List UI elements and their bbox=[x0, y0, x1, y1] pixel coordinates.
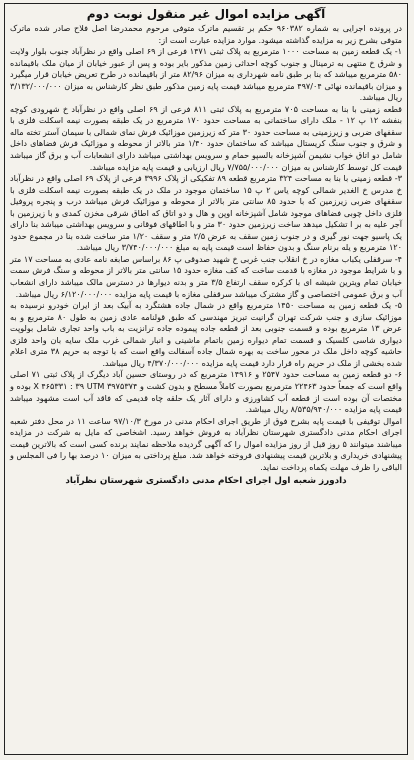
notice-item-3: ۳- قطعه زمینی با بنا به مساحت ۳۲۴ مترمربع قطعه ۸۹ تفکیکی از پلاک ۳۹۹۶ فرعی از پلاک ۶۹ اصلی واقع در نظرآباد خ مدرس خ الغدیر شمالی کوچه یاس ۲ پ ۱۵ ساختمان موجود در ملک در یک طبقه بصورت نیمه اسکلت فلزی با سقفهای ضربی زیرزمین که با حدود ۸۵ سانتی متر بالاتر از محوطه و موزائیک فرش میباشد درب و پنجره پروفیل فلزی داخل چوبی فضاهای موجود شامل آشپزخانه اوپن و هال و دو اتاق که اطاق شرقی مخزن کمدی و با زیرزمین با آجر علیه به بر ا تشکیل میدهد ساخت زیرزمین حدود ۳۰ متر و با اطاقهای فوقانی و سرویس بهداشتی میباشد بنا دارای یک پاسیو جهت نور گیری و در جنوب زمین سقف به عرض ۲/۵ متر و سقف ۱/۲۰ متر ساخت شده بنا در مجموع حدود ۱۲۰ مترمربع و یله برنام سنگ و بدون حفاظ است قیمت پایه به مبلغ ۳/۷۴۰/۰۰۰/۰۰۰ ریال میباشد. bbox=[10, 173, 403, 253]
notice-intro: در پرونده اجرایی به شماره ۹۶۰۳۸۲ حکم بر تقسیم ماترک متوفی مرحوم محمدرضا اصل فلاح صادر شده ماترک متوفی بشرح زیر به مزایده گذاشته میشود. موارد مزایده عبارت است از: bbox=[10, 23, 402, 45]
notice-signature: دادورز شعبه اول اجرای احکام مدنی دادگستری شهرستان نظرآباد bbox=[65, 476, 347, 487]
notice-item-2: قطعه زمینی با بنا به مساحت ۷۰۵ مترمربع به پلاک ثبتی ۸۱۱ فرعی از ۶۹ اصلی واقع در نظرآباد خ شهرودی کوچه بنفشه ۱۲ پ ۱۲ - ملک دارای ساختمانی به مساحت حدود ۱۷۰ مترمربع در یک طبقه بصورت نیمه اسکلت فلزی با سقفهای ضربی و زیرزمینی به مساحت حدود ۳۰ متر که زیرزمین موزائیک فرش نمای شمالی با سیمان آستر تخته ماله و شرق و جنوب سنگ کریستال میباشد که ساختمان حدود ۱/۴۰ متر بالاتر از محوطه و موزائیک فرش فضاهای داخل شامل دو اتاق خواب نشیمن آشپزخانه بالسپو حمام و سرویس بهداشتی میباشد دارای انشعابات آب و برق گاز میباشد قیمت کل توسط کارشناس به میزان ۷/۷۵۵/۰۰۰/۰۰۰ ریال ارزیابی و قیمت پایه مزایده میباشد. bbox=[10, 103, 403, 172]
notice-item-6: ۶- دو قطعه زمین به مساحت حدود ۲۵۴۷ و ۱۴۹۱۶ مترمربع که در روستای حسین آباد دیگرک از پلاک ثبتی ۷۱ اصلی واقع است که جمعاً حدود ۲۲۴۶۳ مترمربع بصورت کاملاً مسطح و بدون کشت و ۳۹۷۵۳۷۴ X ۴۶۵۳۳۱ : ۳۹ UTM بوده و مختصات آن بوده است از قطعه آب کشاورزی و دارای آثار یک حلقه چاه قدیمی که فاقد آب است مشهود میباشد قیمت پایه مزایده ۸/۵۳۵/۹۴۰/۰۰۰ ریال میباشد. bbox=[10, 369, 403, 415]
notice-item-1: ۱- یک قطعه زمین به مساحت ۱۰۰۰ مترمربع به پلاک ثبتی ۱۴۷۱ فرعی از ۶۹ اصلی واقع در نظرآباد جنوب بلوار ولایت و شرق خ منتهی به ترمینال و جنوب کوچه احداثی زمین مذکور بایر بوده و پس از عبور خیابان از میان ملک باقیمانده ۵۸۰ مترمربع میباشد که بنا بر طبق نامه شهرداری به میزان ۸۲/۹۶ متر از باقیمانده در طرح تعریض خیابان قرار میگیرد و میزان باقیمانده نهائی ۴۹۷/۰۴ مترمربع میباشد قیمت پایه زمین مذکور طبق نظر کارشناس به میزان ۳/۱۳۲/۰۰۰/۰۰۰ ریال میباشد. bbox=[10, 46, 402, 103]
notice-conditions: اموال توقیفی با قیمت پایه بشرح فوق از طریق اجرای احکام مدنی در مورخ ۹۷/۱۰/۳ ساعت ۱۱ در محل دفتر شعبه اجرای احکام مدنی دادگستری شهرستان نظرآباد به فروش خواهد رسید. اشخاصی که مایل به شرکت در مزایده میباشند میتوانند ۵ روز قبل از روز مزایده اموال را که آگهی گردیده ملاحظه نمایند برنده کسی است که بالاترین قیمت پیشنهادی خریداری و بلاترین قیمت پیشنهادی فروخته خواهد شد. مبلغ پرداختی به میزان ۱۰ درصد بها را فی المجلس و الباقی را ظرف مهلت یکماه پرداخت نماید. bbox=[10, 415, 403, 472]
notice-title: آگهی مزایده اموال غیر منقول نوبت دوم bbox=[86, 7, 326, 21]
notice-item-5: ۵- یک قطعه زمین به مساحت ۱۴۵۰ مترمربع واقع در شمال جاده هشتگرد به آبیک بعد از ایران خودرو نرسیده به موزائیک سازی و جنب شرکت تهران گرانیت تبریز مهندسی که طبق قولنامه عادی زمین به طول ۸۰ مترمربع و به عرض ۱۳ مترمربع بوده و قسمت جنوبی بعد از قطعه جاده پیموده جاده ترانزیت به باب واحد تجاری شامل بولوپت دیواری شاسی کلسیک و قسمت تمام دیواره زمین باتمام ماشینی و انبار شمالی غرب ملک سایه بان واحد فلزی حاشیه کوچه داخل ملک در محور ساخت به بهره شمال جاده آسفالت واقع است که با توجه به حریم ۳۸ متری اعلام شده بخشی از ملک در حریم راه قرار دارد قیمت پایه مزایده ۴/۳۷۰/۰۰۰/۰۰۰ ریال میباشد. bbox=[10, 300, 402, 368]
notice-item-4: ۴- سرقفلی یکباب مغازه در خ انقلاب جنب غربی خ شهید صدوقی پ ۸۶ براساس صابغه نامه عادی به مساحت ۱۷ متر و با شرایط موجود در مغازه با قدمت ساخت که کف مغازه حدود ۱۵ سانتی متر بالاتر از محوطه و سنگ فرش سمت خیابان تمام ویترین شیشه ای با کرکره سقف ارتفاع ۳/۵ متر و بدنه دیوارها در دسترس مالک میباشد دارای انشعاب آب و برق عمومی اختصاصی و گاز مشترک میباشد سرقفلی مغازه با قیمت پایه مزایده ۶/۱۲۰/۰۰۰/۰۰۰ ریال میباشد. bbox=[10, 253, 403, 299]
legal-notice bbox=[4, 3, 408, 755]
